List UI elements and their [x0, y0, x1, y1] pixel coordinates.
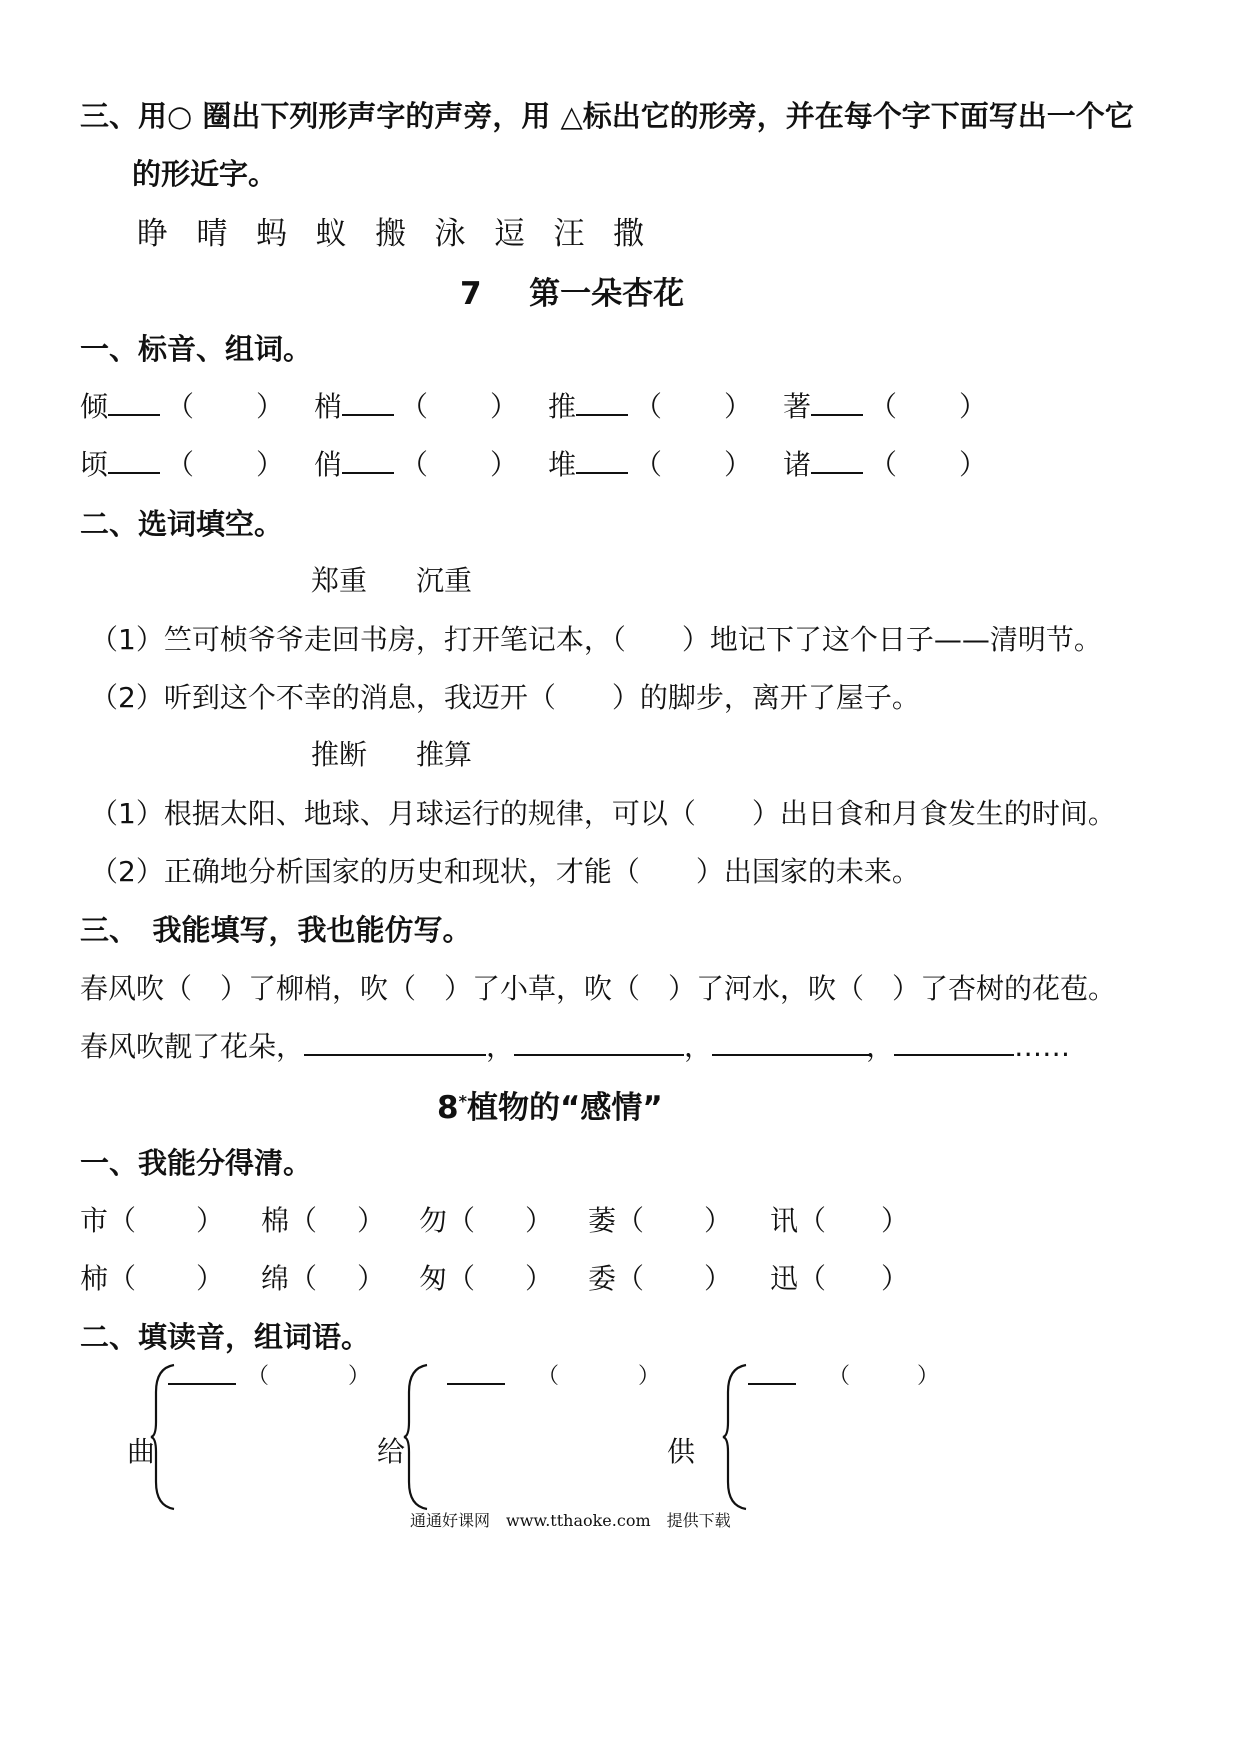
target-character: 委: [588, 1262, 617, 1295]
answer-blank[interactable]: [894, 1053, 1014, 1056]
polyphonic-character: 曲: [127, 1435, 156, 1468]
open-paren: （: [447, 1204, 476, 1237]
question-heading: 二、选词填空。: [80, 507, 284, 541]
open-paren: （: [289, 1204, 318, 1237]
answer-blank[interactable]: [514, 1053, 684, 1056]
optional-lesson-star: *: [458, 1091, 467, 1111]
question-heading: 一、我能分得清。: [80, 1146, 313, 1180]
pinyin-word-item: [548, 443, 752, 483]
open-paren: （: [247, 1364, 270, 1389]
word-group-item: [770, 1257, 909, 1297]
close-paren: ）: [881, 1204, 910, 1237]
question-heading: 三、用○ 圈出下列形声字的声旁，用 △标出它的形旁，并在每个字下面写出一个它: [80, 99, 1134, 133]
close-paren: ）: [525, 1262, 554, 1295]
target-character: 著: [783, 390, 812, 423]
pinyin-word-item: [80, 385, 284, 425]
answer-blank[interactable]: [712, 1053, 870, 1056]
pinyin-blank[interactable]: [576, 471, 628, 474]
question-heading-continued: 的形近字。: [132, 157, 278, 191]
open-paren: （: [616, 1204, 645, 1237]
word-blank[interactable]: [561, 1360, 638, 1388]
character-list: [137, 208, 673, 253]
imitation-start: 春风吹靓了花朵，: [80, 1030, 305, 1063]
pinyin-blank[interactable]: [342, 471, 394, 474]
open-paren: （: [400, 390, 429, 423]
word-group-item: [419, 1199, 553, 1239]
target-character: 绵: [261, 1262, 290, 1295]
word-group-item: [588, 1257, 732, 1297]
comma: ，: [486, 1030, 515, 1063]
target-character: 推: [548, 390, 577, 423]
word-group-item: [80, 1199, 224, 1239]
comma: ，: [684, 1030, 713, 1063]
pinyin-blank[interactable]: [811, 471, 863, 474]
target-character: 柿: [80, 1262, 109, 1295]
phonetic-character: 睁: [137, 216, 168, 252]
close-paren: ）: [256, 390, 285, 423]
lesson-name: 第一朵杏花: [529, 276, 685, 312]
pinyin-word-item: [314, 385, 518, 425]
open-paren: （: [537, 1364, 560, 1389]
close-paren: ）: [959, 448, 988, 481]
open-paren: （: [634, 448, 663, 481]
close-paren: ）: [357, 1204, 386, 1237]
fill-sentence: 春风吹（ ）了柳梢，吹（ ）了小草，吹（ ）了河水，吹（ ）了杏树的花苞。: [80, 972, 1117, 1005]
close-paren: ）: [724, 390, 753, 423]
word-group-item: [770, 1199, 909, 1239]
lesson-number: 8: [437, 1090, 459, 1126]
target-character: 俏: [314, 448, 343, 481]
open-paren: （: [634, 390, 663, 423]
open-paren: （: [798, 1262, 827, 1295]
target-character: 勿: [419, 1204, 448, 1237]
pinyin-blank[interactable]: [168, 1383, 236, 1385]
question-heading: 一、标音、组词。: [80, 332, 313, 366]
target-character: 梢: [314, 390, 343, 423]
target-character: 诸: [783, 448, 812, 481]
open-paren: （: [869, 448, 898, 481]
pinyin-blank[interactable]: [108, 471, 160, 474]
lesson-number: 7: [460, 276, 482, 312]
word-blank[interactable]: [271, 1360, 348, 1388]
close-paren: ）: [704, 1204, 733, 1237]
footer-credit: 通通好课网 www.tthaoke.com 提供下载: [410, 1511, 731, 1530]
open-paren: （: [108, 1204, 137, 1237]
phonetic-character: 逗: [494, 216, 525, 252]
pinyin-blank[interactable]: [447, 1383, 505, 1385]
open-paren: （: [828, 1364, 851, 1389]
word-group-item: [419, 1257, 553, 1297]
close-paren: ）: [490, 448, 519, 481]
target-character: 市: [80, 1204, 109, 1237]
word-group-item: [261, 1257, 385, 1297]
ellipsis: ……: [1014, 1030, 1071, 1063]
phonetic-character: 蚁: [315, 216, 347, 252]
close-paren: ）: [348, 1364, 371, 1389]
close-paren: ）: [638, 1364, 661, 1389]
question-heading: 三、 我能填写，我也能仿写。: [80, 913, 472, 947]
pinyin-blank[interactable]: [748, 1383, 796, 1385]
close-paren: ）: [357, 1262, 386, 1295]
word-group-item: [261, 1199, 385, 1239]
close-paren: ）: [724, 448, 753, 481]
phonetic-character: 泳: [434, 216, 466, 252]
word-blank[interactable]: [852, 1360, 917, 1388]
close-paren: ）: [959, 390, 988, 423]
open-paren: （: [447, 1262, 476, 1295]
pinyin-word-item: [80, 443, 284, 483]
sentence-item: （2）听到这个不幸的消息，我迈开（ ）的脚步，离开了屋子。: [90, 681, 920, 714]
close-paren: ）: [196, 1262, 225, 1295]
lesson-name: 植物的“感情”: [466, 1090, 663, 1126]
pinyin-blank[interactable]: [576, 413, 628, 416]
target-character: 堆: [548, 448, 577, 481]
word-group-item: [588, 1199, 732, 1239]
target-character: 讯: [770, 1204, 799, 1237]
close-paren: ）: [704, 1262, 733, 1295]
close-paren: ）: [256, 448, 285, 481]
open-paren: （: [616, 1262, 645, 1295]
word-choice: 郑重: [311, 564, 368, 597]
pinyin-blank[interactable]: [108, 413, 160, 416]
answer-blank[interactable]: [304, 1053, 486, 1056]
open-paren: （: [166, 390, 195, 423]
target-character: 棉: [261, 1204, 290, 1237]
target-character: 萎: [588, 1204, 617, 1237]
open-paren: （: [108, 1262, 137, 1295]
word-choice: 推断: [311, 738, 368, 771]
pinyin-word-item: [314, 443, 518, 483]
pinyin-blank[interactable]: [811, 413, 863, 416]
pinyin-word-item: [548, 385, 752, 425]
open-paren: （: [289, 1262, 318, 1295]
open-paren: （: [400, 448, 429, 481]
curly-brace-icon: [403, 1362, 433, 1512]
open-paren: （: [166, 448, 195, 481]
target-character: 匆: [419, 1262, 448, 1295]
sentence-item: （1）竺可桢爷爷走回书房，打开笔记本，（ ）地记下了这个日子——清明节。: [90, 623, 1102, 656]
word-group-item: [80, 1257, 224, 1297]
polyphonic-character: 给: [377, 1435, 406, 1468]
target-character: 倾: [80, 390, 109, 423]
close-paren: ）: [490, 390, 519, 423]
lesson-title: [437, 1082, 663, 1127]
close-paren: ）: [525, 1204, 554, 1237]
sentence-item: （2）正确地分析国家的历史和现状，才能（ ）出国家的未来。: [90, 855, 920, 888]
phonetic-character: 汪: [553, 216, 585, 252]
phonetic-character: 蚂: [256, 216, 287, 252]
target-character: 顷: [80, 448, 109, 481]
close-paren: ）: [881, 1262, 910, 1295]
lesson-title: [460, 268, 684, 313]
target-character: 迅: [770, 1262, 799, 1295]
open-paren: （: [798, 1204, 827, 1237]
phonetic-character: 搬: [375, 216, 406, 252]
word-choice: 沉重: [416, 564, 473, 597]
close-paren: ）: [196, 1204, 225, 1237]
pinyin-word-item: [783, 385, 987, 425]
open-paren: （: [869, 390, 898, 423]
phonetic-character: 撒: [613, 216, 644, 252]
word-choice: 推算: [416, 738, 473, 771]
polyphonic-character: 供: [667, 1435, 696, 1468]
sentence-item: （1）根据太阳、地球、月球运行的规律，可以（ ）出日食和月食发生的时间。: [90, 797, 1116, 830]
pinyin-word-item: [783, 443, 987, 483]
phonetic-character: 晴: [196, 216, 228, 252]
question-heading: 二、填读音，组词语。: [80, 1320, 371, 1354]
comma: ，: [866, 1030, 895, 1063]
imitation-line: [80, 1025, 1070, 1065]
close-paren: ）: [917, 1364, 940, 1389]
pinyin-blank[interactable]: [342, 413, 394, 416]
